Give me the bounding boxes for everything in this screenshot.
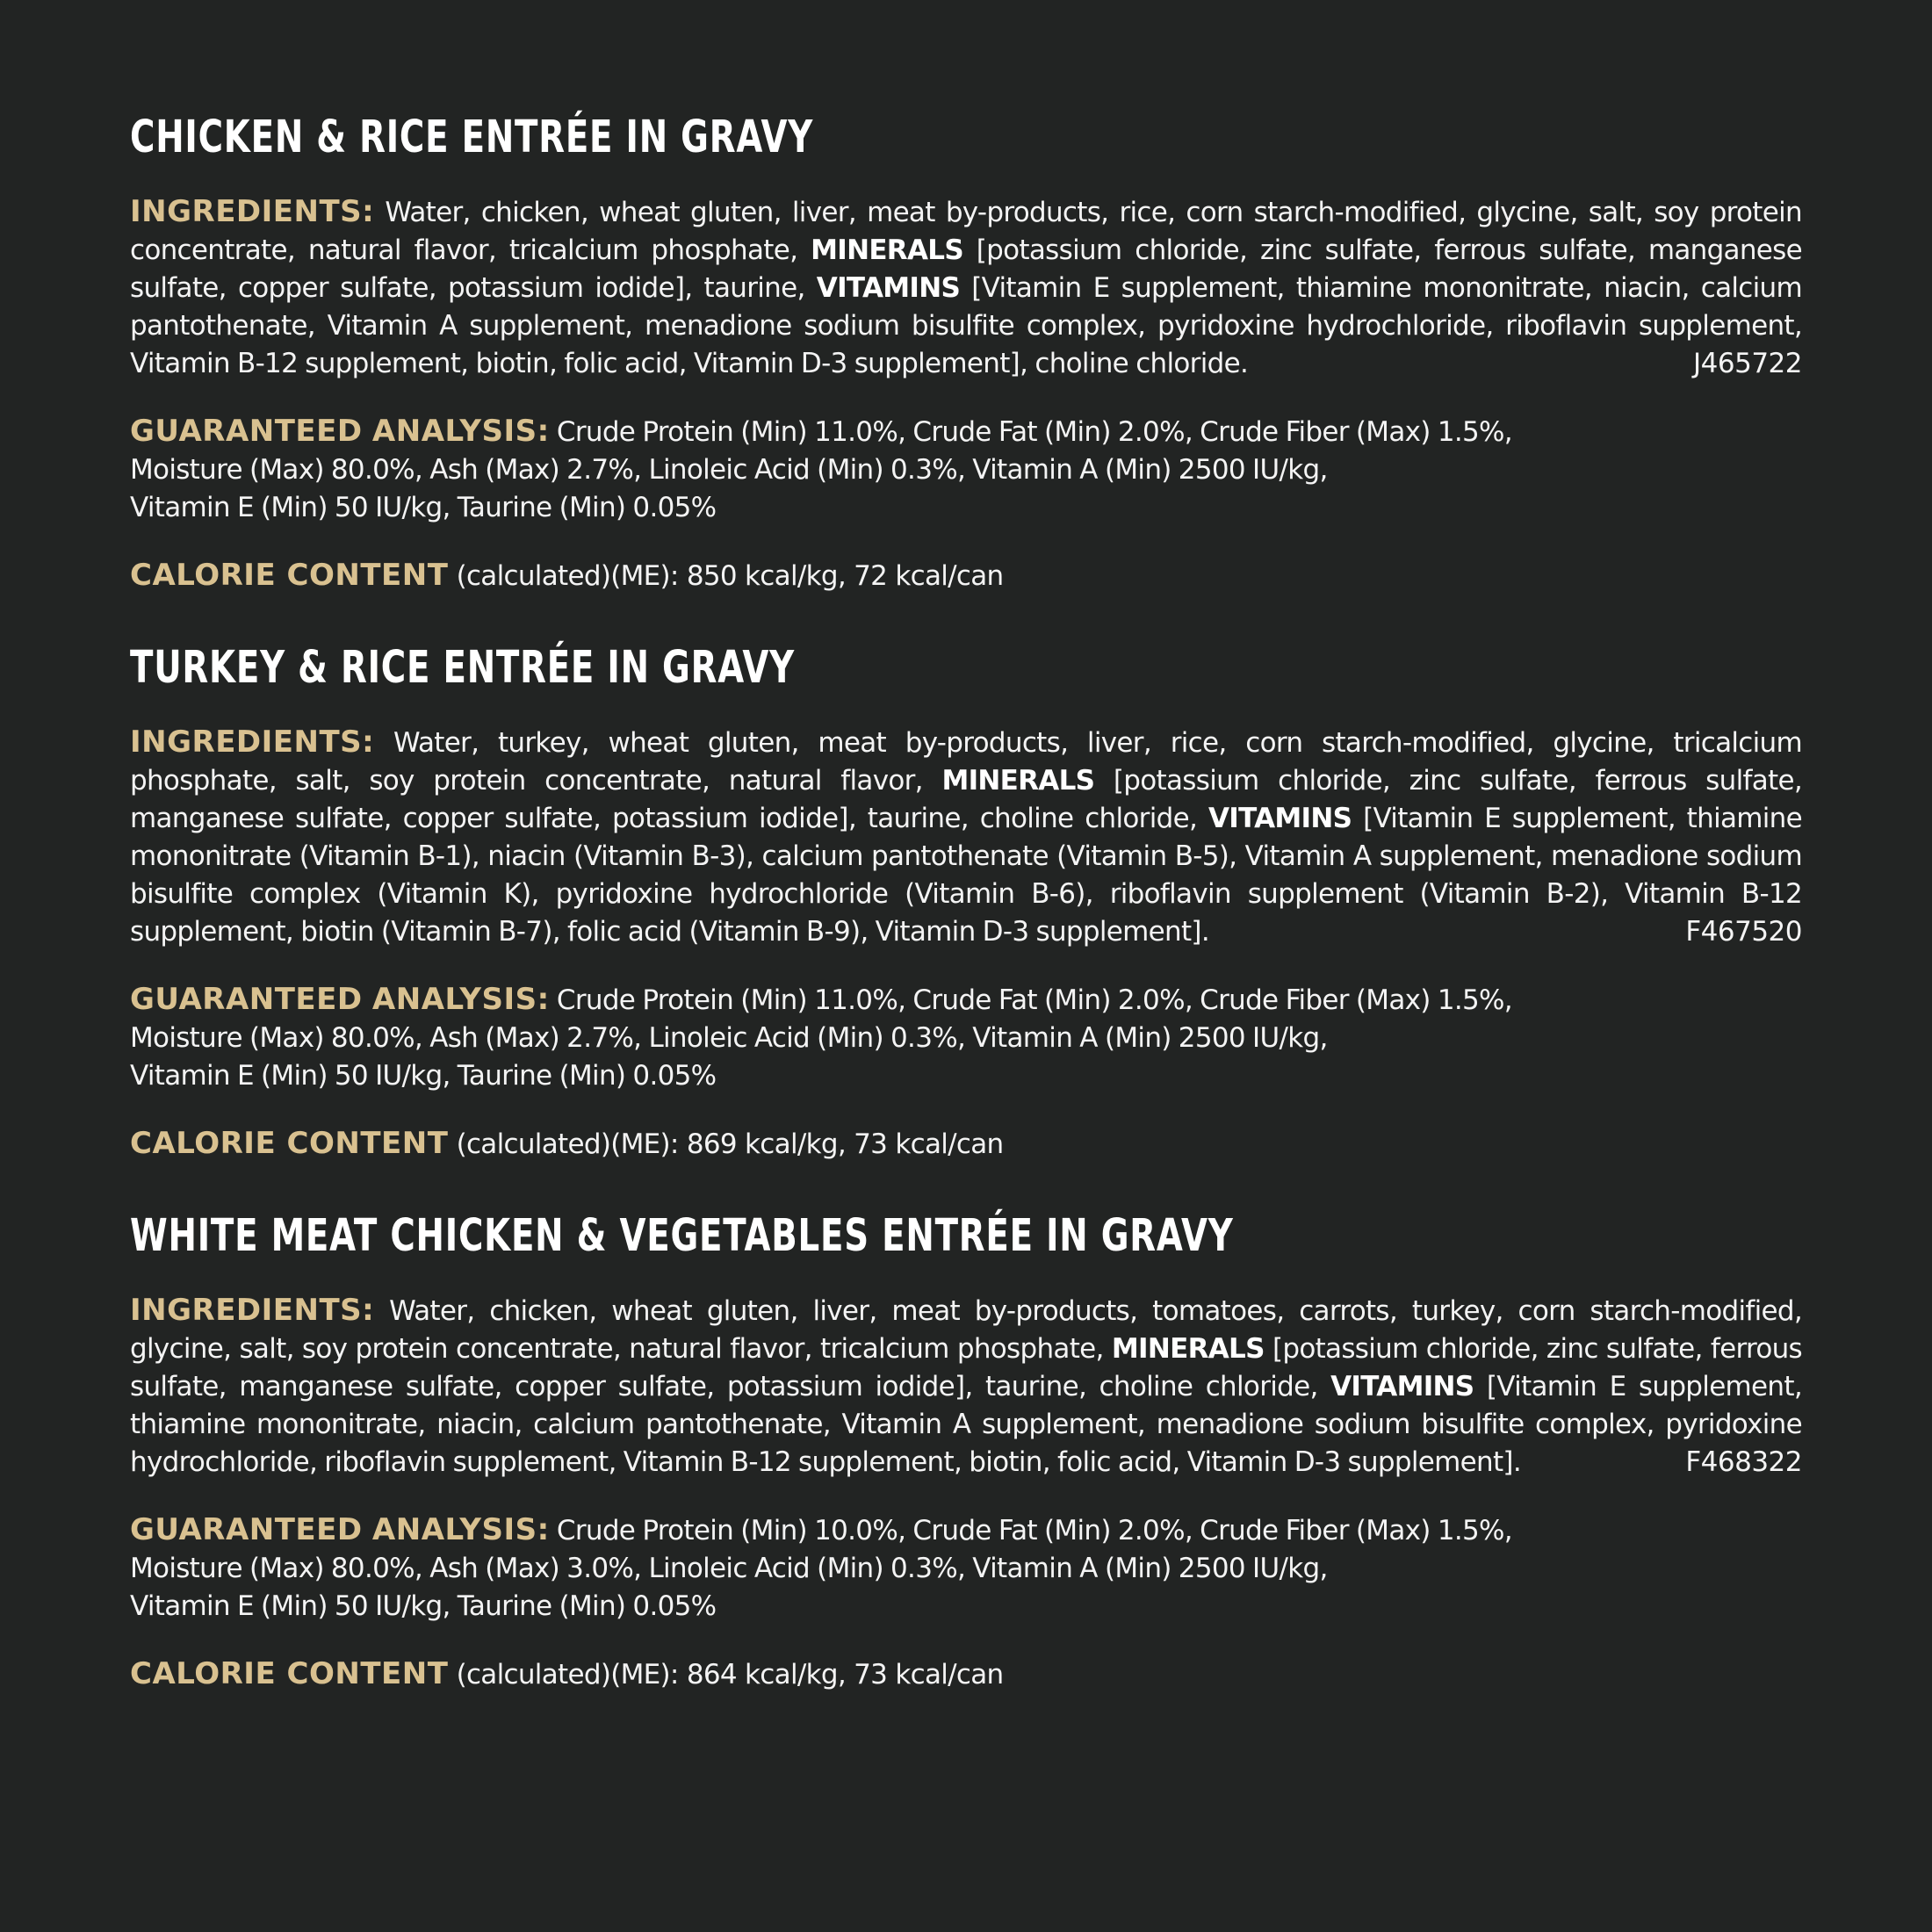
analysis-line: Moisture (Max) 80.0%, Ash (Max) 3.0%, Linoleic Acid (Min) 0.3%, Vitamin A (Min) 2500 IU/kg, [130,1553,1328,1584]
ingredients-label: INGREDIENTS: [130,1293,375,1328]
calorie-label: CALORIE CONTENT [130,1126,449,1161]
calorie-text: (calculated)(ME): 864 kcal/kg, 73 kcal/can [456,1659,1004,1690]
analysis-line: Moisture (Max) 80.0%, Ash (Max) 2.7%, Linoleic Acid (Min) 0.3%, Vitamin A (Min) 2500 IU/kg, [130,1022,1328,1054]
ingredients-text: [Vitamin E supplement, thiamine mononitrate (Vitamin B-1), niacin (Vitamin B-3), calcium pantothenate (Vitamin B-5), Vitamin A supplement, menadione sodium bisulfite complex (Vitamin K), pyridoxine hydrochloride (Vitamin B-6), riboflavin supplement (Vitamin B-2), Vitamin B-12 supplement, biotin (Vitamin B-7), folic acid (Vitamin B-9), Vitamin D-3 supplement]. [130,803,1803,948]
product-code: J465722 [1693,348,1802,379]
analysis-label: GUARANTEED ANALYSIS: [130,1512,550,1547]
product-section-white-meat-chicken-vegetables [130,1206,1802,1694]
product-code: F467520 [1685,916,1802,948]
calorie-label: CALORIE CONTENT [130,558,449,593]
analysis-line [130,413,1802,451]
calorie-content [130,1655,1802,1694]
ingredients-text: [potassium chloride, zinc sulfate, ferrous sulfate, manganese sulfate, copper sulfate, potassium iodide], taurine, choline chloride, [130,765,1802,834]
guaranteed-analysis [130,413,1802,527]
ingredients-label: INGREDIENTS: [130,194,375,229]
ingredients-label: INGREDIENTS: [130,724,375,760]
vitamins-label: VITAMINS [816,272,961,304]
calorie-content [130,557,1802,595]
product-section-chicken-rice [130,107,1802,595]
analysis-line [130,1511,1802,1550]
minerals-label: MINERALS [1111,1333,1265,1365]
analysis-text: Crude Protein (Min) 11.0%, Crude Fat (Min) 2.0%, Crude Fiber (Max) 1.5%, [556,984,1512,1016]
ingredients-text: [Vitamin E supplement, thiamine mononitrate, niacin, calcium pantothenate, Vitamin A supplement, menadione sodium bisulfite complex, pyridoxine hydrochloride, riboflavin supplement, Vitamin B-12 supplement, biotin, folic acid, Vitamin D-3 supplement], choline chloride. [130,272,1802,379]
product-code: F468322 [1685,1446,1802,1478]
ingredients-text: [potassium chloride, zinc sulfate, ferrous sulfate, manganese sulfate, copper sulfate, potassium iodide], taurine, [130,234,1802,304]
calorie-label: CALORIE CONTENT [130,1656,449,1691]
ingredients-text: Water, turkey, wheat gluten, meat by-products, liver, rice, corn starch-modified, glycine, tricalcium phosphate, salt, soy protein concentrate, natural flavor, [130,727,1803,797]
analysis-line: Vitamin E (Min) 50 IU/kg, Taurine (Min) 0.05% [130,1590,717,1622]
product-section-turkey-rice [130,638,1802,1164]
vitamins-label: VITAMINS [1208,803,1352,834]
calorie-content [130,1125,1802,1164]
ingredients-text: [potassium chloride, zinc sulfate, ferrous sulfate, manganese sulfate, copper sulfate, potassium iodide], taurine, choline chloride, [130,1333,1802,1402]
product-title: WHITE MEAT CHICKEN & VEGETABLES ENTRÉE IN GRAVY [130,1210,1234,1262]
calorie-text: (calculated)(ME): 850 kcal/kg, 72 kcal/can [456,560,1004,592]
analysis-label: GUARANTEED ANALYSIS: [130,414,550,449]
analysis-line: Vitamin E (Min) 50 IU/kg, Taurine (Min) 0.05% [130,1060,717,1092]
guaranteed-analysis [130,981,1802,1095]
ingredients-text: Water, chicken, wheat gluten, liver, meat by-products, tomatoes, carrots, turkey, corn starch-modified, glycine, salt, soy protein concentrate, natural flavor, tricalcium phosphate, [130,1295,1803,1365]
analysis-line: Vitamin E (Min) 50 IU/kg, Taurine (Min) 0.05% [130,492,717,523]
product-title: CHICKEN & RICE ENTRÉE IN GRAVY [130,112,814,163]
analysis-text: Crude Protein (Min) 10.0%, Crude Fat (Min) 2.0%, Crude Fiber (Max) 1.5%, [556,1515,1512,1546]
ingredients-text: [Vitamin E supplement, thiamine mononitrate, niacin, calcium pantothenate, Vitamin A supplement, menadione sodium bisulfite complex, pyridoxine hydrochloride, riboflavin supplement, Vitamin B-12 supplement, biotin, folic acid, Vitamin D-3 supplement]. [130,1371,1802,1478]
nutrition-panel [130,107,1802,1694]
minerals-label: MINERALS [941,765,1095,797]
analysis-text: Crude Protein (Min) 11.0%, Crude Fat (Min) 2.0%, Crude Fiber (Max) 1.5%, [556,416,1512,448]
minerals-label: MINERALS [811,234,963,266]
analysis-label: GUARANTEED ANALYSIS: [130,982,550,1017]
vitamins-label: VITAMINS [1330,1371,1474,1402]
analysis-line: Moisture (Max) 80.0%, Ash (Max) 2.7%, Linoleic Acid (Min) 0.3%, Vitamin A (Min) 2500 IU/kg, [130,454,1328,486]
product-title: TURKEY & RICE ENTRÉE IN GRAVY [130,642,795,694]
guaranteed-analysis [130,1511,1802,1626]
calorie-text: (calculated)(ME): 869 kcal/kg, 73 kcal/can [456,1128,1004,1160]
ingredients-text: Water, chicken, wheat gluten, liver, meat by-products, rice, corn starch-modified, glycine, salt, soy protein concentrate, natural flavor, tricalcium phosphate, [130,197,1802,266]
analysis-line [130,981,1802,1020]
